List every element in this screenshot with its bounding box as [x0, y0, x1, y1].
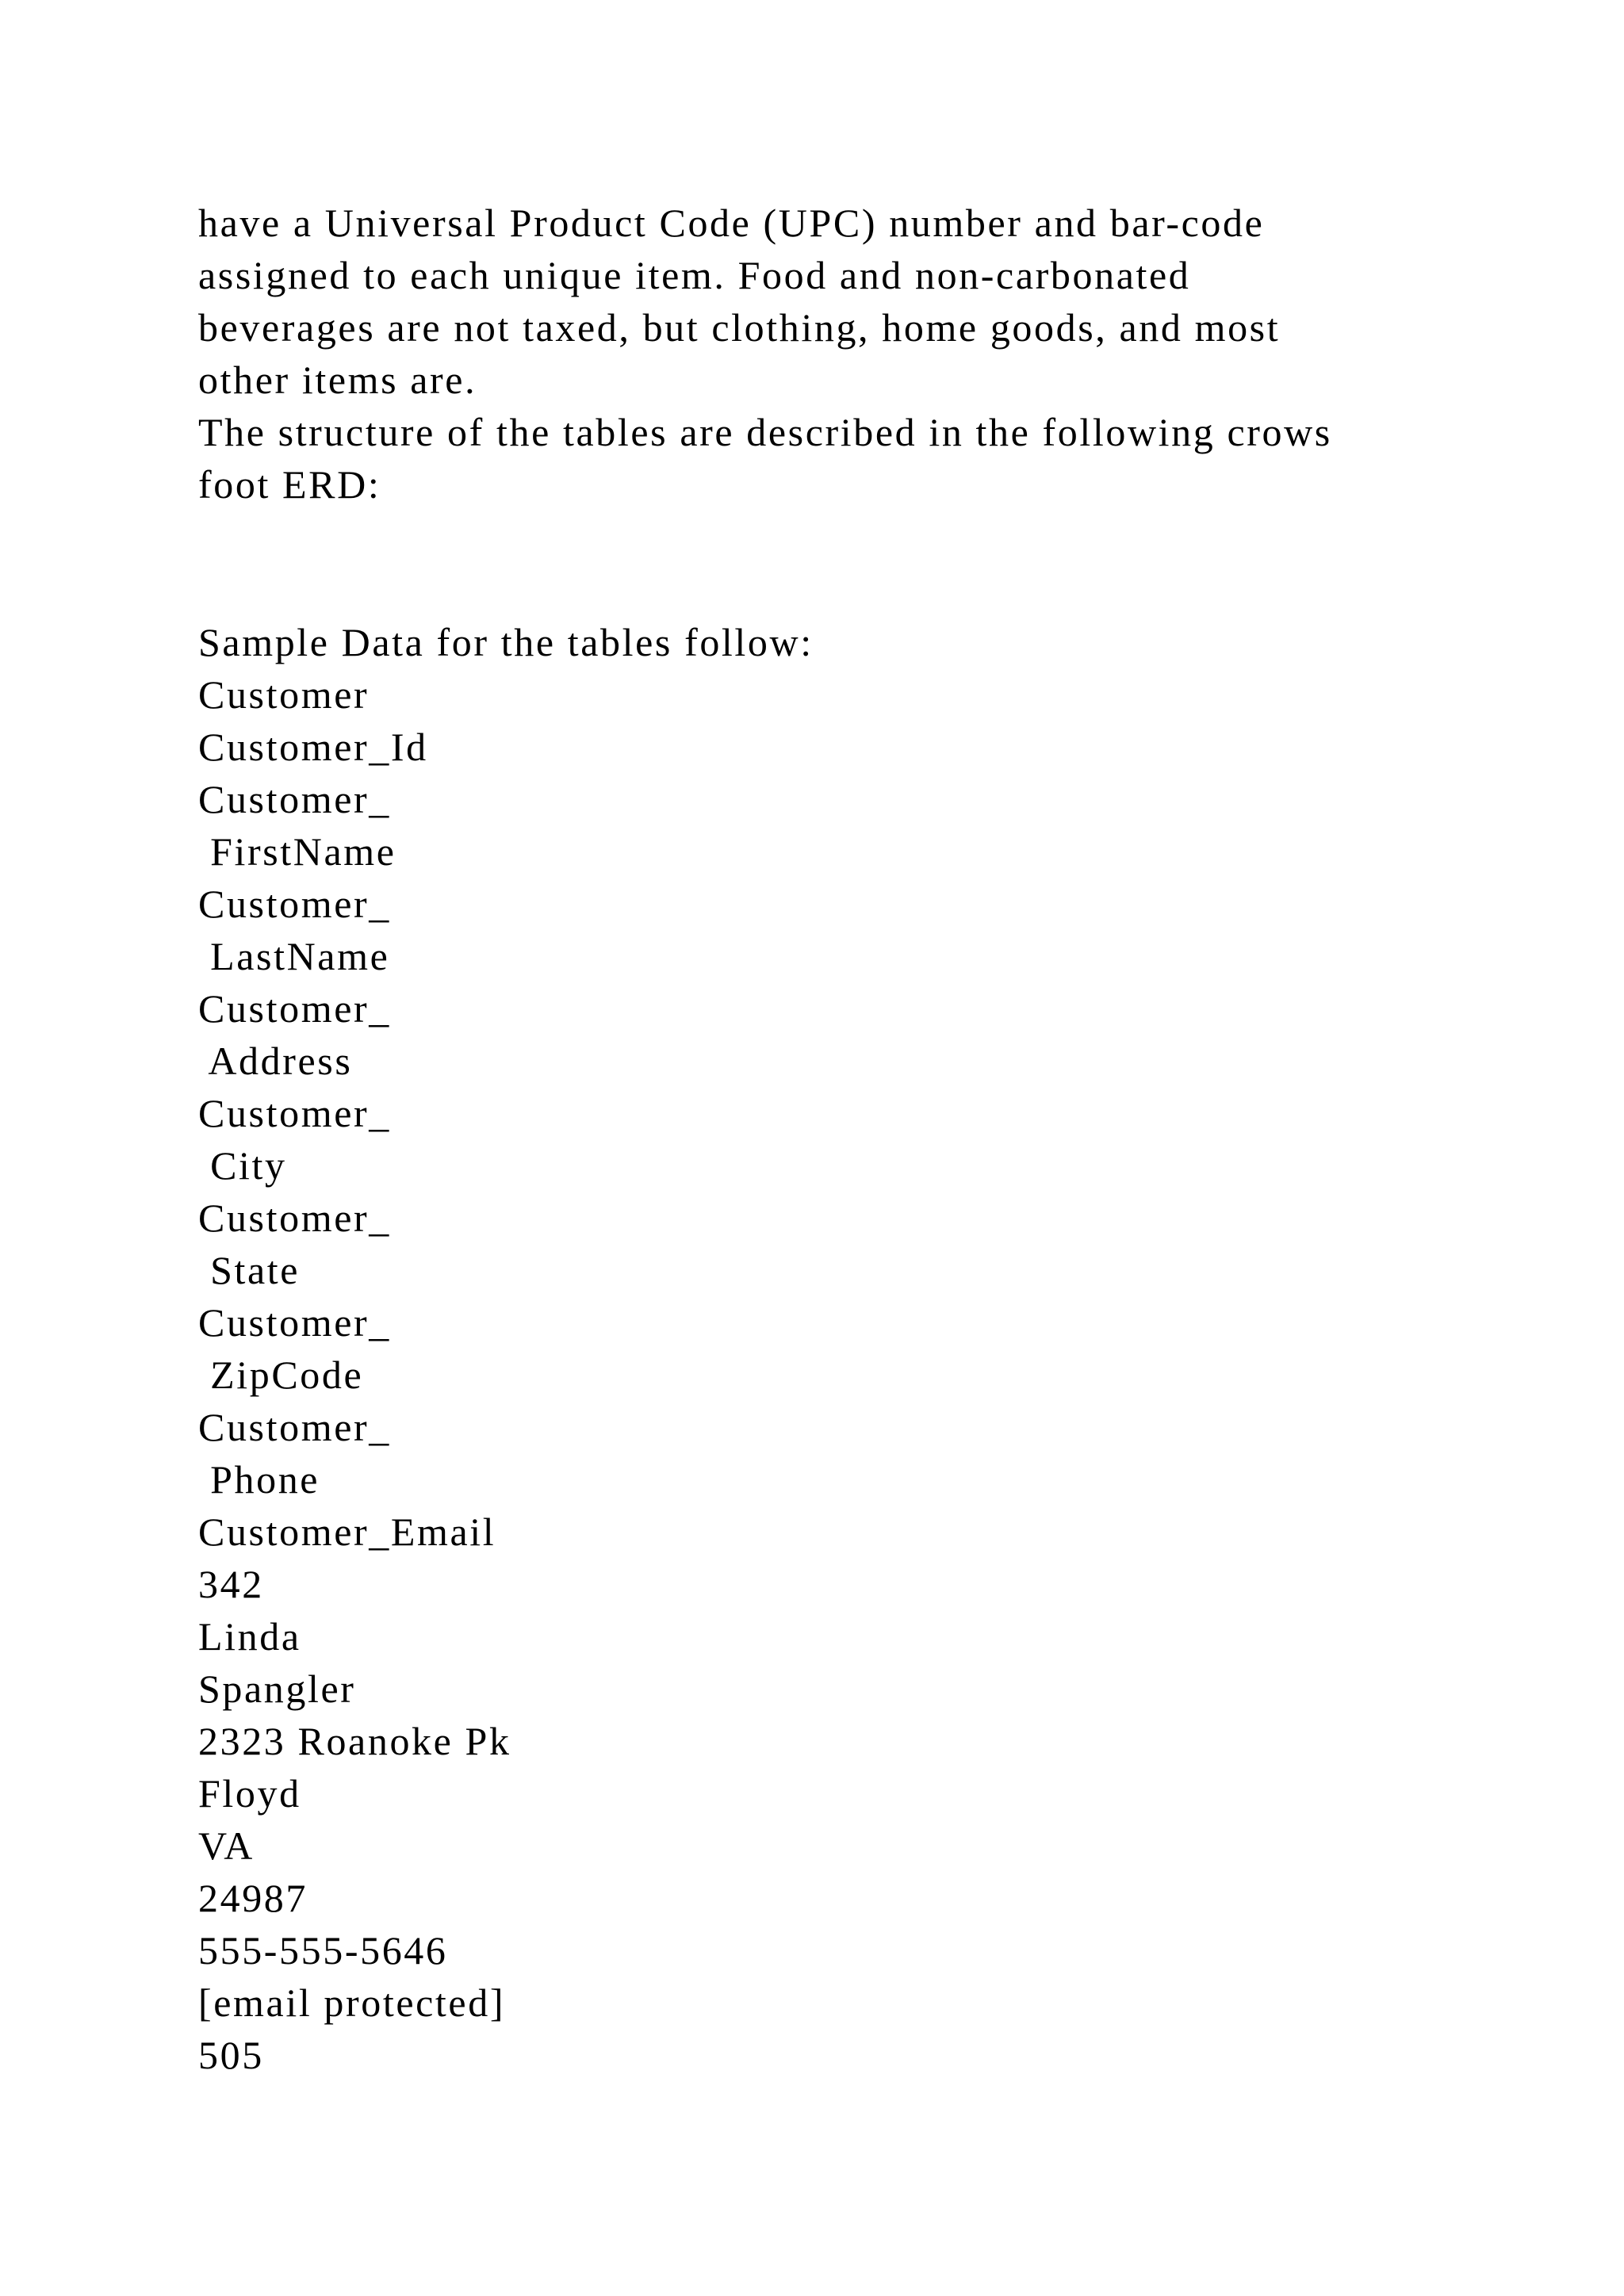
cell-value: VA	[198, 1823, 255, 1868]
customer-row-values	[198, 1558, 1467, 2081]
column-header: Customer_	[198, 1196, 391, 1240]
column-header: Customer_Email	[198, 1510, 496, 1554]
sample-data-heading: Sample Data for the tables follow:	[198, 620, 814, 664]
cell-value: [email protected]	[198, 1980, 506, 2025]
document-body	[198, 197, 1467, 2081]
text-line: foot ERD:	[198, 462, 381, 507]
erd-diagram-placeholder	[198, 511, 1467, 616]
column-header: LastName	[198, 934, 390, 978]
customer-column-headers	[198, 721, 1467, 1558]
cell-value: 505	[198, 2033, 264, 2077]
column-header: ZipCode	[198, 1353, 364, 1397]
column-header: Customer_	[198, 777, 391, 821]
column-header: FirstName	[198, 829, 396, 874]
cell-value: 342	[198, 1562, 264, 1606]
column-header: City	[198, 1143, 287, 1188]
column-header: Customer_	[198, 1300, 391, 1345]
cell-value: Spangler	[198, 1667, 356, 1711]
cell-value: 555-555-5646	[198, 1928, 448, 1973]
table-name: Customer	[198, 672, 370, 717]
column-header: Customer_	[198, 1405, 391, 1449]
text-line: The structure of the tables are described in the following crows	[198, 410, 1332, 454]
text-line: have a Universal Product Code (UPC) number and bar-code	[198, 201, 1265, 245]
column-header: Address	[198, 1039, 353, 1083]
column-header: State	[198, 1248, 301, 1292]
intro-paragraph	[198, 197, 1467, 511]
text-line: other items are.	[198, 358, 477, 402]
text-line: assigned to each unique item. Food and non-carbonated	[198, 253, 1191, 297]
column-header: Customer_	[198, 882, 391, 926]
cell-value: 2323 Roanoke Pk	[198, 1719, 511, 1763]
text-line: beverages are not taxed, but clothing, home goods, and most	[198, 305, 1281, 350]
cell-value: Linda	[198, 1614, 301, 1659]
sample-data-section	[198, 616, 1467, 2081]
column-header: Customer_Id	[198, 725, 428, 769]
column-header: Customer_	[198, 1091, 391, 1135]
column-header: Customer_	[198, 986, 391, 1031]
cell-value: 24987	[198, 1876, 308, 1920]
column-header: Phone	[198, 1457, 320, 1502]
cell-value: Floyd	[198, 1771, 301, 1816]
